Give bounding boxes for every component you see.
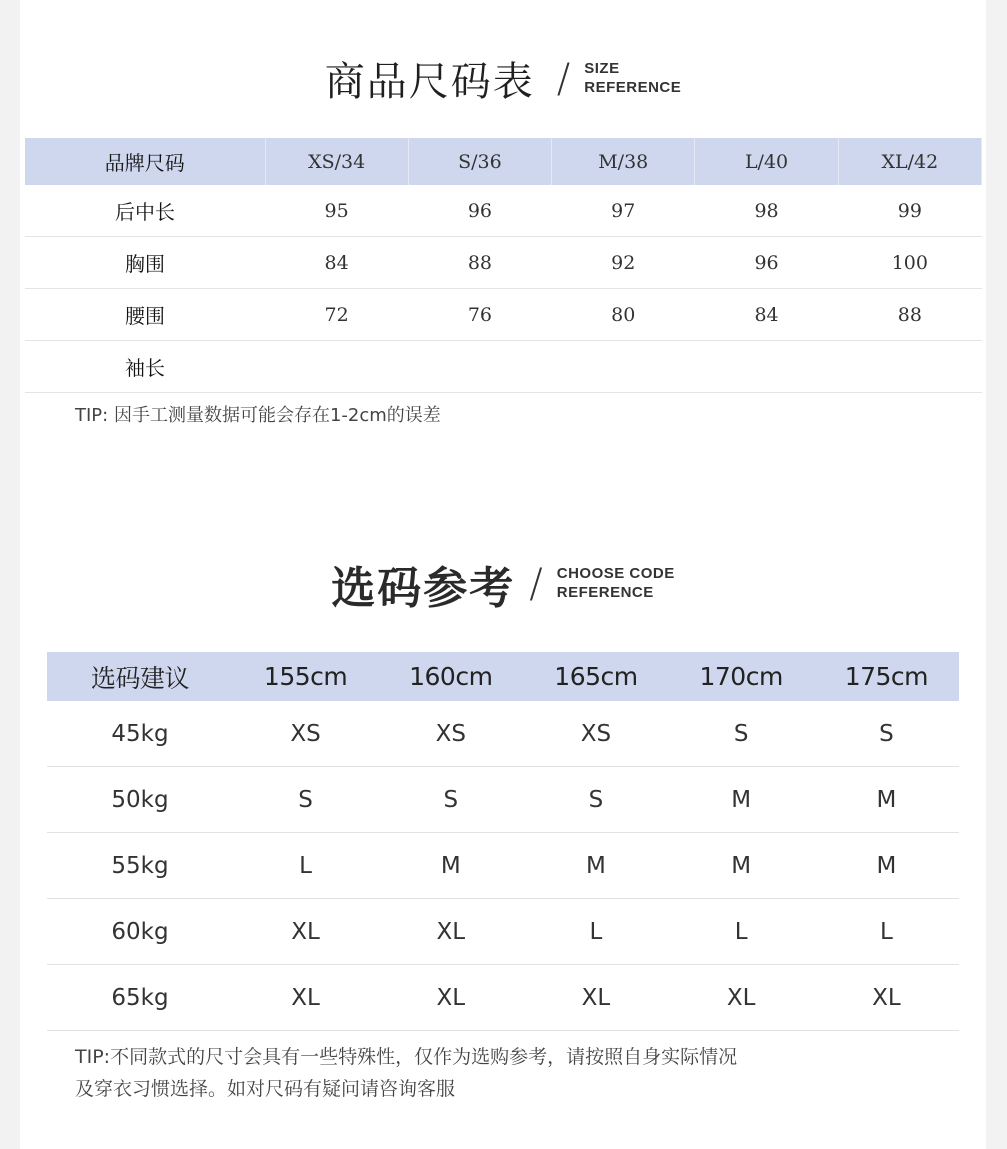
size-table-header [25,138,982,185]
choose-title-text: 选码参考 [331,563,516,614]
table-cell: XL [233,965,378,1031]
table-cell: 96 [695,237,838,289]
choose-table-header [47,652,959,701]
size-header-cell: XL/42 [838,138,981,185]
table-row [47,899,959,965]
choose-header-cell: 155cm [233,652,378,701]
table-cell: M [814,767,959,833]
table-cell: M [669,833,814,899]
table-cell: XS [523,701,668,767]
table-cell: 100 [838,237,981,289]
table-cell: M [669,767,814,833]
table-cell: 84 [265,237,408,289]
table-cell: S [523,767,668,833]
table-row [25,185,982,237]
size-header-cell: L/40 [695,138,838,185]
choose-header-cell: 175cm [814,652,959,701]
table-cell: 80 [552,289,695,341]
table-cell [695,341,838,393]
table-cell: S [814,701,959,767]
choose-subtitle-line2: REFERENCE [556,584,654,601]
table-cell: 72 [265,289,408,341]
choose-title-slash: / [529,561,543,607]
table-cell [265,341,408,393]
choose-table [47,652,959,1031]
table-cell: 96 [408,185,551,237]
choose-tip [75,1041,895,1105]
choose-tip-line2: 及穿衣习惯选择。如对尺码有疑问请咨询客服 [75,1078,456,1100]
table-cell: S [378,767,523,833]
table-cell: 88 [838,289,981,341]
table-cell: 84 [695,289,838,341]
table-cell: 95 [265,185,408,237]
table-cell: L [523,899,668,965]
table-row [47,767,959,833]
table-cell [838,341,981,393]
table-cell: M [523,833,668,899]
table-cell [552,341,695,393]
row-label: 后中长 [25,185,265,237]
table-cell: XS [378,701,523,767]
table-row [25,237,982,289]
size-tip: TIP: 因手工测量数据可能会存在1-2cm的误差 [75,405,441,426]
row-label: 60kg [47,899,233,965]
table-row [47,965,959,1031]
table-cell: 99 [838,185,981,237]
size-reference-title [20,50,986,107]
row-label: 袖长 [25,341,265,393]
table-cell: 76 [408,289,551,341]
size-table [25,138,982,393]
size-header-cell: S/36 [408,138,551,185]
table-cell: 92 [552,237,695,289]
table-cell: XL [378,965,523,1031]
size-subtitle-line1: SIZE [584,59,620,77]
table-cell: XL [523,965,668,1031]
size-guide-card [20,0,986,1149]
row-label: 65kg [47,965,233,1031]
choose-tip-line1: TIP:不同款式的尺寸会具有一些特殊性，仅作为选购参考，请按照自身实际情况 [75,1046,738,1068]
table-row [47,833,959,899]
table-cell: 88 [408,237,551,289]
table-row [25,289,982,341]
table-cell: 98 [695,185,838,237]
size-title-text: 商品尺码表 [324,59,535,105]
size-title-subtitle [584,60,681,98]
table-cell: XL [669,965,814,1031]
row-label: 胸围 [25,237,265,289]
choose-header-cell: 165cm [523,652,668,701]
table-row [25,341,982,393]
table-cell: M [378,833,523,899]
choose-header-cell: 160cm [378,652,523,701]
table-cell: 97 [552,185,695,237]
table-cell [408,341,551,393]
table-cell: XL [378,899,523,965]
choose-header-cell: 选码建议 [47,652,233,701]
table-cell: XL [814,965,959,1031]
row-label: 45kg [47,701,233,767]
row-label: 腰围 [25,289,265,341]
size-header-cell: M/38 [552,138,695,185]
size-subtitle-line2: REFERENCE [584,78,682,96]
table-cell: S [233,767,378,833]
table-cell: L [669,899,814,965]
table-cell: M [814,833,959,899]
size-title-slash: / [556,55,571,102]
table-cell: XS [233,701,378,767]
table-cell: L [233,833,378,899]
choose-reference-title [20,552,986,616]
choose-subtitle-line1: CHOOSE CODE [556,565,675,583]
size-header-cell: 品牌尺码 [25,138,265,185]
table-cell: L [814,899,959,965]
size-header-cell: XS/34 [265,138,408,185]
row-label: 50kg [47,767,233,833]
table-row [47,701,959,767]
table-cell: S [669,701,814,767]
table-cell: XL [233,899,378,965]
choose-header-cell: 170cm [669,652,814,701]
row-label: 55kg [47,833,233,899]
choose-title-subtitle [557,565,675,603]
